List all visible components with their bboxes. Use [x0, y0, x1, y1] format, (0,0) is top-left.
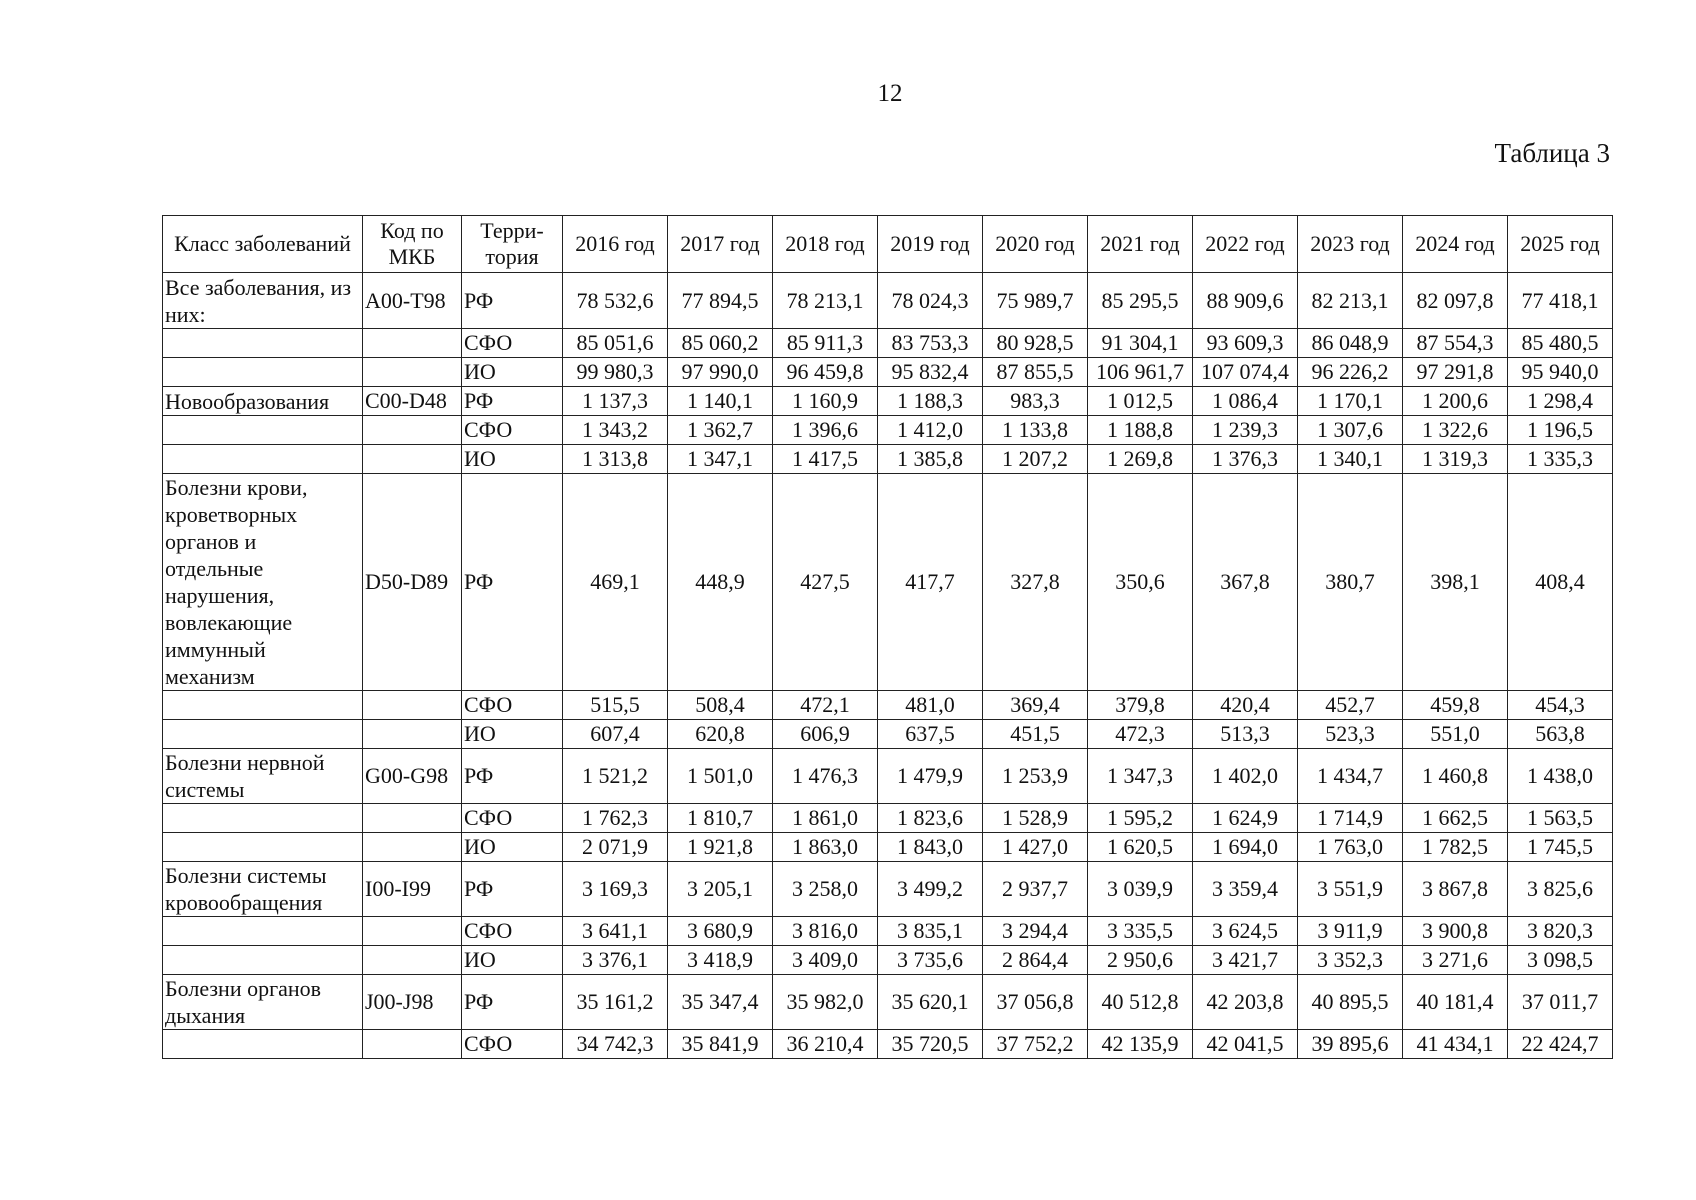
value-cell: 1 140,1 [668, 387, 773, 416]
value-cell: 37 056,8 [983, 975, 1088, 1030]
value-cell: 451,5 [983, 720, 1088, 749]
value-cell: 620,8 [668, 720, 773, 749]
value-cell: 34 742,3 [563, 1030, 668, 1059]
value-cell: 35 161,2 [563, 975, 668, 1030]
disease-class-cell: Болезни крови, кроветворных органов и отдельные нарушения, вовлекающие иммунный механизм [163, 474, 363, 691]
value-cell: 78 024,3 [878, 273, 983, 329]
territory-cell: РФ [462, 749, 563, 804]
value-cell: 1 307,6 [1298, 416, 1403, 445]
header-year: 2016 год [563, 216, 668, 273]
value-cell: 1 347,1 [668, 445, 773, 474]
table-row [163, 720, 1613, 749]
value-cell: 1 479,9 [878, 749, 983, 804]
value-cell: 1 269,8 [1088, 445, 1193, 474]
table-row [163, 1030, 1613, 1059]
disease-class-cell [163, 1030, 363, 1059]
disease-class-cell [163, 720, 363, 749]
table-row [163, 862, 1613, 917]
header-year: 2019 год [878, 216, 983, 273]
value-cell: 96 226,2 [1298, 358, 1403, 387]
territory-cell: РФ [462, 273, 563, 329]
value-cell: 427,5 [773, 474, 878, 691]
value-cell: 1 438,0 [1508, 749, 1613, 804]
value-cell: 82 097,8 [1403, 273, 1508, 329]
value-cell: 983,3 [983, 387, 1088, 416]
value-cell: 1 322,6 [1403, 416, 1508, 445]
value-cell: 448,9 [668, 474, 773, 691]
value-cell: 1 402,0 [1193, 749, 1298, 804]
value-cell: 1 188,8 [1088, 416, 1193, 445]
table-row [163, 358, 1613, 387]
value-cell: 3 352,3 [1298, 946, 1403, 975]
value-cell: 398,1 [1403, 474, 1508, 691]
disease-class-cell [163, 691, 363, 720]
value-cell: 1 012,5 [1088, 387, 1193, 416]
disease-class-cell: Все заболевания, из них: [163, 273, 363, 329]
value-cell: 1 086,4 [1193, 387, 1298, 416]
value-cell: 1 376,3 [1193, 445, 1298, 474]
value-cell: 563,8 [1508, 720, 1613, 749]
territory-cell: ИО [462, 946, 563, 975]
value-cell: 39 895,6 [1298, 1030, 1403, 1059]
value-cell: 40 181,4 [1403, 975, 1508, 1030]
disease-class-cell: Новообразования [163, 387, 363, 416]
table-row [163, 445, 1613, 474]
header-row [163, 216, 1613, 273]
value-cell: 3 409,0 [773, 946, 878, 975]
value-cell: 2 864,4 [983, 946, 1088, 975]
value-cell: 85 051,6 [563, 329, 668, 358]
territory-cell: РФ [462, 387, 563, 416]
value-cell: 3 421,7 [1193, 946, 1298, 975]
value-cell: 1 335,3 [1508, 445, 1613, 474]
value-cell: 3 816,0 [773, 917, 878, 946]
value-cell: 637,5 [878, 720, 983, 749]
value-cell: 420,4 [1193, 691, 1298, 720]
value-cell: 83 753,3 [878, 329, 983, 358]
table-row [163, 273, 1613, 329]
value-cell: 1 200,6 [1403, 387, 1508, 416]
value-cell: 85 480,5 [1508, 329, 1613, 358]
value-cell: 2 071,9 [563, 833, 668, 862]
value-cell: 3 169,3 [563, 862, 668, 917]
value-cell: 78 213,1 [773, 273, 878, 329]
value-cell: 1 662,5 [1403, 804, 1508, 833]
disease-class-cell [163, 946, 363, 975]
value-cell: 1 319,3 [1403, 445, 1508, 474]
territory-cell: СФО [462, 804, 563, 833]
header-year: 2018 год [773, 216, 878, 273]
value-cell: 1 921,8 [668, 833, 773, 862]
value-cell: 1 762,3 [563, 804, 668, 833]
value-cell: 35 982,0 [773, 975, 878, 1030]
value-cell: 1 396,6 [773, 416, 878, 445]
value-cell: 606,9 [773, 720, 878, 749]
value-cell: 22 424,7 [1508, 1030, 1613, 1059]
icd-code-cell [363, 804, 462, 833]
value-cell: 3 735,6 [878, 946, 983, 975]
value-cell: 350,6 [1088, 474, 1193, 691]
disease-class-cell [163, 804, 363, 833]
header-year: 2017 год [668, 216, 773, 273]
value-cell: 3 911,9 [1298, 917, 1403, 946]
disease-class-cell: Болезни системы кровообращения [163, 862, 363, 917]
value-cell: 3 900,8 [1403, 917, 1508, 946]
value-cell: 472,1 [773, 691, 878, 720]
header-year: 2020 год [983, 216, 1088, 273]
value-cell: 1 745,5 [1508, 833, 1613, 862]
value-cell: 408,4 [1508, 474, 1613, 691]
value-cell: 1 434,7 [1298, 749, 1403, 804]
value-cell: 1 362,7 [668, 416, 773, 445]
value-cell: 3 835,1 [878, 917, 983, 946]
value-cell: 85 295,5 [1088, 273, 1193, 329]
value-cell: 97 990,0 [668, 358, 773, 387]
table-body [163, 273, 1613, 1059]
icd-code-cell [363, 1030, 462, 1059]
value-cell: 469,1 [563, 474, 668, 691]
header-year: 2023 год [1298, 216, 1403, 273]
morbidity-table [162, 215, 1613, 1059]
value-cell: 3 294,4 [983, 917, 1088, 946]
value-cell: 1 133,8 [983, 416, 1088, 445]
value-cell: 3 098,5 [1508, 946, 1613, 975]
disease-class-cell [163, 416, 363, 445]
value-cell: 327,8 [983, 474, 1088, 691]
header-year: 2024 год [1403, 216, 1508, 273]
value-cell: 1 412,0 [878, 416, 983, 445]
value-cell: 508,4 [668, 691, 773, 720]
value-cell: 3 418,9 [668, 946, 773, 975]
value-cell: 3 359,4 [1193, 862, 1298, 917]
value-cell: 551,0 [1403, 720, 1508, 749]
icd-code-cell [363, 720, 462, 749]
icd-code-cell [363, 329, 462, 358]
value-cell: 1 624,9 [1193, 804, 1298, 833]
territory-cell: СФО [462, 691, 563, 720]
value-cell: 40 895,5 [1298, 975, 1403, 1030]
value-cell: 380,7 [1298, 474, 1403, 691]
value-cell: 1 476,3 [773, 749, 878, 804]
value-cell: 107 074,4 [1193, 358, 1298, 387]
value-cell: 481,0 [878, 691, 983, 720]
table-label: Таблица 3 [1494, 138, 1610, 168]
value-cell: 472,3 [1088, 720, 1193, 749]
value-cell: 1 528,9 [983, 804, 1088, 833]
icd-code-cell [363, 445, 462, 474]
value-cell: 95 832,4 [878, 358, 983, 387]
value-cell: 96 459,8 [773, 358, 878, 387]
value-cell: 1 313,8 [563, 445, 668, 474]
value-cell: 1 417,5 [773, 445, 878, 474]
header-class: Класс заболеваний [163, 216, 363, 273]
value-cell: 417,7 [878, 474, 983, 691]
table-row [163, 749, 1613, 804]
value-cell: 1 810,7 [668, 804, 773, 833]
value-cell: 37 011,7 [1508, 975, 1613, 1030]
value-cell: 1 501,0 [668, 749, 773, 804]
icd-code-cell [363, 358, 462, 387]
value-cell: 80 928,5 [983, 329, 1088, 358]
value-cell: 87 554,3 [1403, 329, 1508, 358]
value-cell: 3 825,6 [1508, 862, 1613, 917]
icd-code-cell [363, 691, 462, 720]
territory-cell: СФО [462, 917, 563, 946]
icd-code-cell: A00-T98 [363, 273, 462, 329]
value-cell: 1 188,3 [878, 387, 983, 416]
value-cell: 91 304,1 [1088, 329, 1193, 358]
value-cell: 1 347,3 [1088, 749, 1193, 804]
table-row [163, 917, 1613, 946]
disease-class-cell: Болезни нервной системы [163, 749, 363, 804]
territory-cell: РФ [462, 862, 563, 917]
value-cell: 3 867,8 [1403, 862, 1508, 917]
icd-code-cell: D50-D89 [363, 474, 462, 691]
icd-code-cell: C00-D48 [363, 387, 462, 416]
value-cell: 1 694,0 [1193, 833, 1298, 862]
value-cell: 106 961,7 [1088, 358, 1193, 387]
header-year: 2021 год [1088, 216, 1193, 273]
value-cell: 3 551,9 [1298, 862, 1403, 917]
icd-code-cell [363, 917, 462, 946]
value-cell: 1 170,1 [1298, 387, 1403, 416]
value-cell: 1 714,9 [1298, 804, 1403, 833]
value-cell: 97 291,8 [1403, 358, 1508, 387]
value-cell: 1 253,9 [983, 749, 1088, 804]
header-year: 2022 год [1193, 216, 1298, 273]
value-cell: 1 823,6 [878, 804, 983, 833]
value-cell: 3 641,1 [563, 917, 668, 946]
value-cell: 2 937,7 [983, 862, 1088, 917]
disease-class-cell [163, 358, 363, 387]
header-territory: Терри-тория [462, 216, 563, 273]
value-cell: 1 340,1 [1298, 445, 1403, 474]
value-cell: 42 135,9 [1088, 1030, 1193, 1059]
value-cell: 35 720,5 [878, 1030, 983, 1059]
value-cell: 379,8 [1088, 691, 1193, 720]
territory-cell: ИО [462, 833, 563, 862]
value-cell: 367,8 [1193, 474, 1298, 691]
value-cell: 513,3 [1193, 720, 1298, 749]
icd-code-cell [363, 416, 462, 445]
value-cell: 3 039,9 [1088, 862, 1193, 917]
territory-cell: СФО [462, 416, 563, 445]
value-cell: 523,3 [1298, 720, 1403, 749]
table-row [163, 975, 1613, 1030]
value-cell: 1 137,3 [563, 387, 668, 416]
value-cell: 1 595,2 [1088, 804, 1193, 833]
territory-cell: РФ [462, 474, 563, 691]
value-cell: 1 427,0 [983, 833, 1088, 862]
territory-cell: ИО [462, 720, 563, 749]
value-cell: 1 620,5 [1088, 833, 1193, 862]
value-cell: 607,4 [563, 720, 668, 749]
table-row [163, 474, 1613, 691]
value-cell: 86 048,9 [1298, 329, 1403, 358]
value-cell: 99 980,3 [563, 358, 668, 387]
value-cell: 1 460,8 [1403, 749, 1508, 804]
table-row [163, 691, 1613, 720]
disease-class-cell [163, 329, 363, 358]
value-cell: 1 160,9 [773, 387, 878, 416]
table-row [163, 833, 1613, 862]
value-cell: 78 532,6 [563, 273, 668, 329]
territory-cell: СФО [462, 329, 563, 358]
icd-code-cell [363, 833, 462, 862]
header-code: Код по МКБ [363, 216, 462, 273]
value-cell: 1 861,0 [773, 804, 878, 833]
value-cell: 454,3 [1508, 691, 1613, 720]
value-cell: 87 855,5 [983, 358, 1088, 387]
value-cell: 3 680,9 [668, 917, 773, 946]
value-cell: 3 205,1 [668, 862, 773, 917]
icd-code-cell [363, 946, 462, 975]
value-cell: 1 298,4 [1508, 387, 1613, 416]
disease-class-cell [163, 833, 363, 862]
page-number: 12 [877, 80, 903, 107]
table-row [163, 946, 1613, 975]
value-cell: 1 385,8 [878, 445, 983, 474]
table-row [163, 416, 1613, 445]
value-cell: 42 203,8 [1193, 975, 1298, 1030]
value-cell: 85 060,2 [668, 329, 773, 358]
value-cell: 3 271,6 [1403, 946, 1508, 975]
table-row [163, 329, 1613, 358]
value-cell: 3 258,0 [773, 862, 878, 917]
value-cell: 41 434,1 [1403, 1030, 1508, 1059]
value-cell: 1 521,2 [563, 749, 668, 804]
value-cell: 93 609,3 [1193, 329, 1298, 358]
territory-cell: СФО [462, 1030, 563, 1059]
icd-code-cell: G00-G98 [363, 749, 462, 804]
value-cell: 3 499,2 [878, 862, 983, 917]
value-cell: 3 376,1 [563, 946, 668, 975]
value-cell: 3 335,5 [1088, 917, 1193, 946]
value-cell: 1 207,2 [983, 445, 1088, 474]
territory-cell: РФ [462, 975, 563, 1030]
value-cell: 35 620,1 [878, 975, 983, 1030]
value-cell: 1 343,2 [563, 416, 668, 445]
header-year: 2025 год [1508, 216, 1613, 273]
value-cell: 1 863,0 [773, 833, 878, 862]
territory-cell: ИО [462, 358, 563, 387]
value-cell: 2 950,6 [1088, 946, 1193, 975]
value-cell: 452,7 [1298, 691, 1403, 720]
value-cell: 88 909,6 [1193, 273, 1298, 329]
value-cell: 3 624,5 [1193, 917, 1298, 946]
territory-cell: ИО [462, 445, 563, 474]
value-cell: 3 820,3 [1508, 917, 1613, 946]
value-cell: 82 213,1 [1298, 273, 1403, 329]
disease-class-cell [163, 445, 363, 474]
value-cell: 40 512,8 [1088, 975, 1193, 1030]
disease-class-cell: Болезни органов дыхания [163, 975, 363, 1030]
value-cell: 36 210,4 [773, 1030, 878, 1059]
value-cell: 459,8 [1403, 691, 1508, 720]
value-cell: 1 196,5 [1508, 416, 1613, 445]
value-cell: 85 911,3 [773, 329, 878, 358]
value-cell: 1 763,0 [1298, 833, 1403, 862]
value-cell: 35 347,4 [668, 975, 773, 1030]
value-cell: 95 940,0 [1508, 358, 1613, 387]
value-cell: 1 843,0 [878, 833, 983, 862]
disease-class-cell [163, 917, 363, 946]
value-cell: 75 989,7 [983, 273, 1088, 329]
table-row [163, 387, 1613, 416]
value-cell: 37 752,2 [983, 1030, 1088, 1059]
value-cell: 77 418,1 [1508, 273, 1613, 329]
value-cell: 369,4 [983, 691, 1088, 720]
value-cell: 1 782,5 [1403, 833, 1508, 862]
icd-code-cell: J00-J98 [363, 975, 462, 1030]
value-cell: 35 841,9 [668, 1030, 773, 1059]
value-cell: 1 239,3 [1193, 416, 1298, 445]
value-cell: 1 563,5 [1508, 804, 1613, 833]
icd-code-cell: I00-I99 [363, 862, 462, 917]
value-cell: 515,5 [563, 691, 668, 720]
value-cell: 77 894,5 [668, 273, 773, 329]
table-row [163, 804, 1613, 833]
value-cell: 42 041,5 [1193, 1030, 1298, 1059]
